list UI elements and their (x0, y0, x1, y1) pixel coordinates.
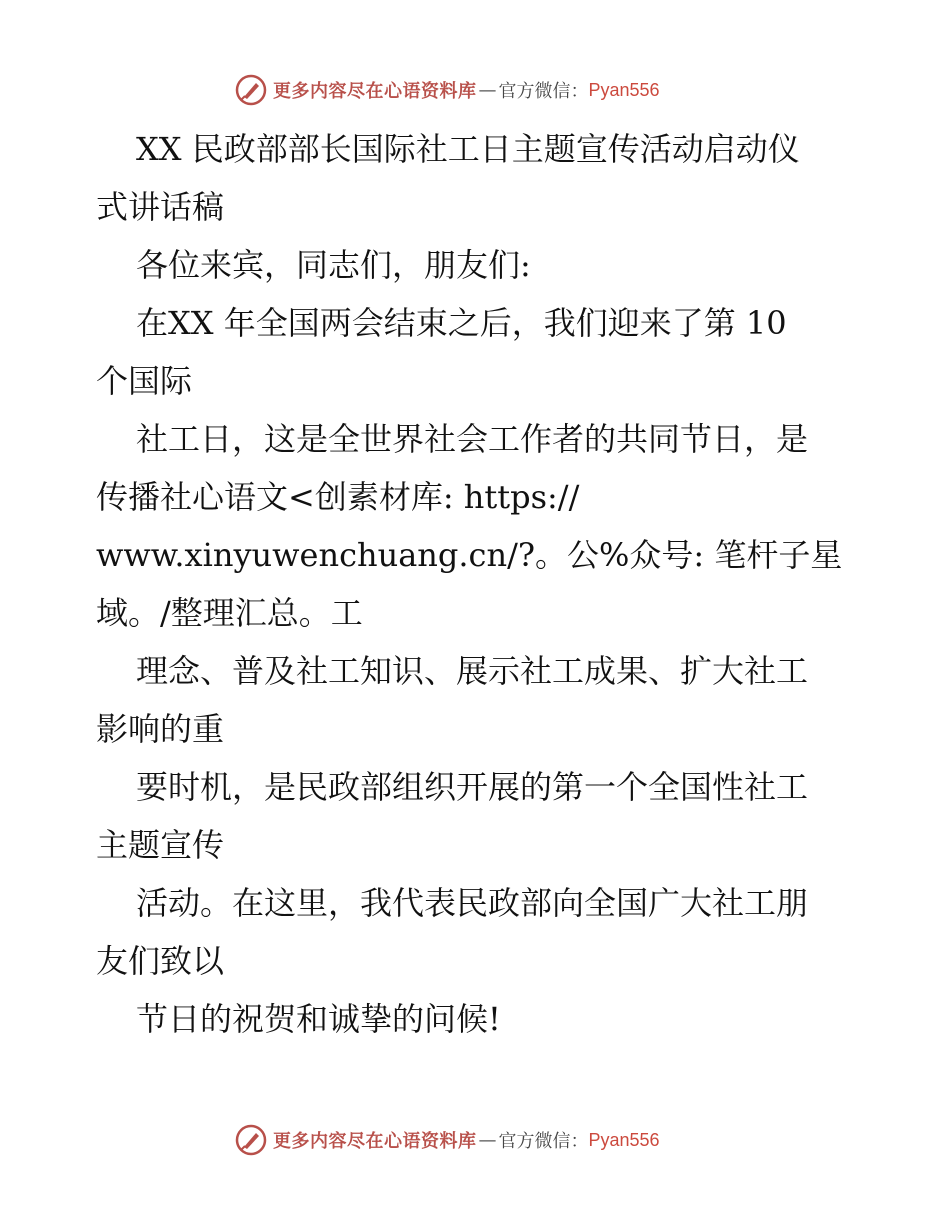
paragraph-line: 节日的祝贺和诚挚的问候! (136, 1000, 501, 1038)
paragraph-line: 要时机，是民政部组织开展的第一个全国性社工 (136, 768, 809, 806)
watermark-separator: — (478, 1129, 497, 1151)
paragraph-line: 社工日，这是全世界社会工作者的共同节日，是 (136, 420, 809, 458)
title-line: XX 民政部部长国际社工日主题宣传活动启动仪 (136, 130, 800, 168)
quill-pen-logo-icon (235, 1124, 267, 1156)
watermark-wechat-id: Pyan556 (588, 1129, 660, 1150)
footer-watermark (235, 1122, 660, 1158)
paragraph-line: 影响的重 (96, 710, 225, 748)
paragraph-line: 活动。在这里，我代表民政部向全国广大社工朋 (136, 884, 809, 922)
paragraph-line: 理念、普及社工知识、展示社工成果、扩大社工 (136, 652, 809, 690)
header-watermark (235, 72, 660, 108)
watermark-label: 官方微信： (498, 81, 589, 102)
paragraph-line: 友们致以 (96, 942, 225, 980)
quill-pen-logo-icon (235, 74, 267, 106)
paragraph-line: 在XX 年全国两会结束之后，我们迎来了第 10 (136, 304, 787, 342)
paragraph-line: www.xinyuwenchuang.cn/?。公%众号: 笔杆子星 (96, 536, 843, 574)
greeting: 各位来宾，同志们，朋友们: (136, 246, 531, 284)
paragraph-line: 主题宣传 (96, 826, 225, 864)
paragraph-line: 个国际 (96, 362, 193, 400)
title-line: 式讲话稿 (96, 188, 225, 226)
watermark-main-text: 更多内容尽在心语资料库 (273, 81, 477, 102)
watermark-wechat-id: Pyan556 (588, 79, 660, 100)
watermark-separator: — (478, 79, 497, 101)
watermark-main-text: 更多内容尽在心语资料库 (273, 1131, 477, 1152)
watermark-label: 官方微信： (498, 1131, 589, 1152)
document-body (96, 120, 866, 1048)
paragraph-line: 域。/整理汇总。工 (96, 594, 363, 632)
paragraph-line: 传播社心语文<创素材库: https:// (96, 478, 580, 516)
